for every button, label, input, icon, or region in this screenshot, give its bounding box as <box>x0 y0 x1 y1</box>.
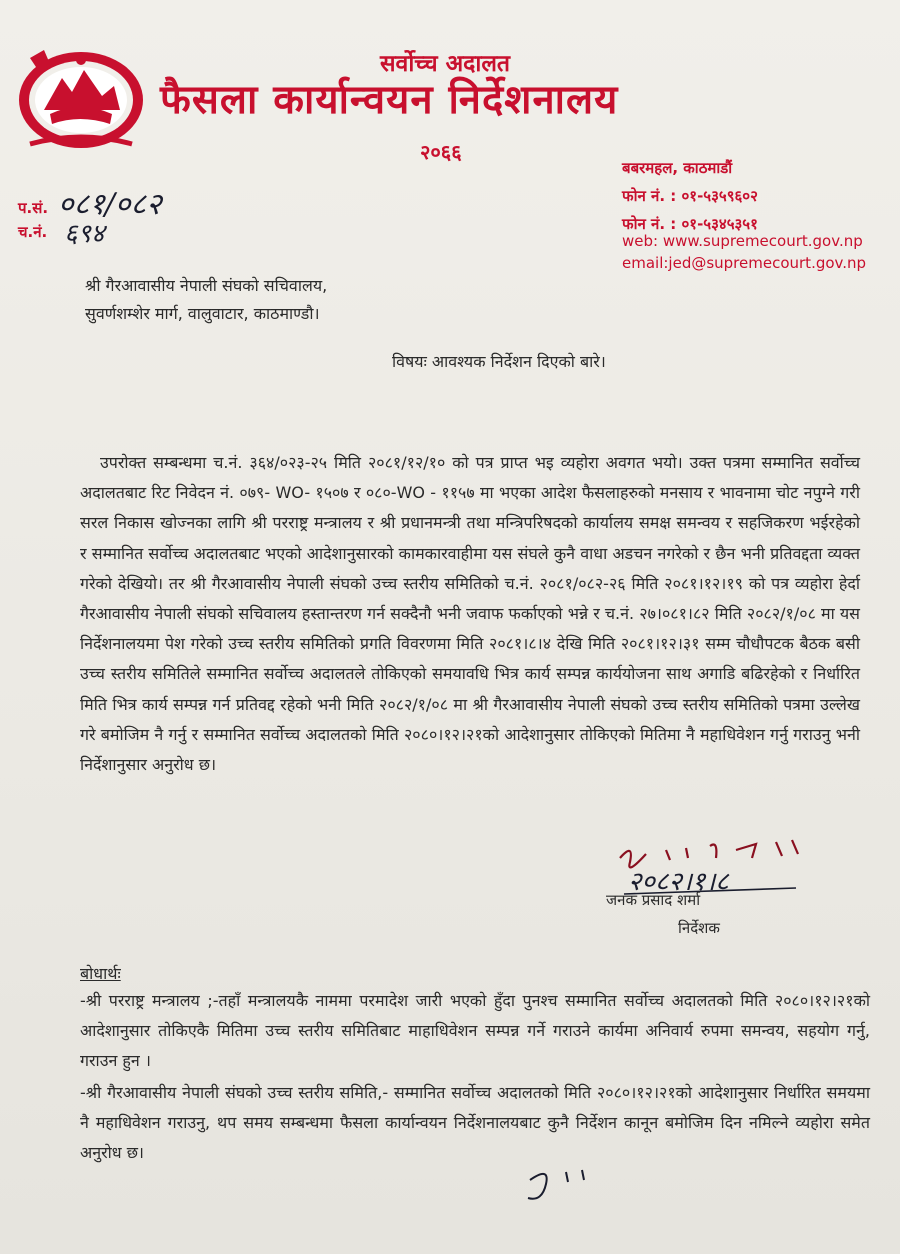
recipient-line-2: सुवर्णशम्शेर मार्ग, वालुवाटार, काठमाण्डौ। <box>85 304 320 323</box>
letter-body: उपरोक्त सम्बन्धमा च.नं. ३६४/०२३-२५ मिति २०८१/१२/१० को पत्र प्राप्त भइ व्यहोरा अवगत भयो। उक्त पत्रमा सम्मानित सर्वोच्च अदालतबाट रिट निवेदन नं. ०७९- WO- १५०७ र ०८०-WO - ११५७ मा भएका आदेश फैसलाहरुको मनसाय र भावनामा चोट नपुग्ने गरी सरल निकास खोज्नका लागि श्री परराष्ट्र मन्त्रालय र श्री प्रधानमन्त्री तथा मन्त्रिपरिषदको कार्यालय समक्ष समन्वय र सहजिकरण भईरहेको र सम्मानित सर्वोच्च अदालतबाट भएको आदेशानुसारको कामकारवाहीमा यस संघले कुनै वाधा अडचन नगरेको र छैन भनी प्रतिवद्दता व्यक्त गरेको देखियो। तर श्री गैरआवासीय नेपाली संघको उच्च स्तरीय समितिको च.नं. २०८१/०८२-२६ मिति २०८१।१२।१९ को पत्र व्यहोरा हेर्दा गैरआवासीय नेपाली संघको सचिवालय हस्तान्तरण गर्न सक्दैनौ भनी जवाफ फर्काएको भन्ने र च.नं. २७।०८१।८२ मिति २०८२/१/०८ मा यस निर्देशनालयमा पेश गरेको उच्च स्तरीय समितिको प्रगति विवरणमा मिति २०८१।८।४ देखि मिति २०८१।१२।३१ सम्म चौधौपटक बैठक बसी उच्च स्तरीय समितिले सम्मानित सर्वोच्च अदालतले तोकिएको समयावधि भित्र कार्य सम्पन्न कार्ययोजना साथ अगाडि बढिरहेको र निर्धारित मिति भित्र कार्य सम्पन्न गर्न प्रतिवद्द रहेको भनी मिति २०८२/१/०८ मा श्री गैरआवासीय नेपाली संघको उच्च स्तरीय समितिको पत्रमा उल्लेख गरे बमोजिम नै गर्नु र सम्मानित सर्वोच्च अदालतको मिति २०८०।१२।२१को आदेशानुसार तोकिएको मितिमा नै महाधिवेशन गर्नु गराउनु भनी निर्देशानुसार अनुरोध छ। <box>80 453 860 775</box>
signatory-title: निर्देशक <box>678 919 720 937</box>
reference-ps-label: प.सं. <box>18 199 49 217</box>
cc-item-nrna-committee: -श्री गैरआवासीय नेपाली संघको उच्च स्तरीय समिति,- सम्मानित सर्वोच्च अदालतको मिति २०८०।१२।२१को आदेशानुसार निर्धारित समयमा नै महाधिवेशन गराउनु, थप समय सम्बन्धमा फैसला कार्यान्वयन निर्देशनालयबाट कुनै निर्देशन कानून बमोजिम दिन नमिल्ने व्यहोरा समेत अनुरोध छ। <box>80 1083 870 1162</box>
establishment-year: २०६६ <box>420 140 462 164</box>
subject-line: विषयः आवश्यक निर्देशन दिएको बारे। <box>392 352 606 371</box>
cc-item-foreign-ministry: -श्री परराष्ट्र मन्त्रालय ;-तहाँ मन्त्रालयकै नाममा परमादेश जारी भएको हुँदा पुनश्च सम्मानित सर्वोच्च अदालतको मिति २०८०।१२।२१को आदेशानुसार तोकिएकै मितिमा उच्च स्तरीय समितिबाट माहाधिवेशन सम्पन्न गर्ने गराउने कार्यमा अनिवार्य रुपमा समन्वय, सहयोग गर्नु, गराउन हुन । <box>80 991 870 1070</box>
recipient-address <box>85 272 327 328</box>
reference-cn-value: ६९४ <box>64 219 105 249</box>
nepal-emblem-icon <box>10 40 152 152</box>
signatory-name: जनक प्रसाद शर्मा <box>606 891 701 909</box>
contact-location: बबरमहल, काठमाडौं <box>622 159 733 177</box>
reference-ps-value: ०८१/०८२ <box>58 187 162 222</box>
signature-date: २०८२।१।८ <box>628 867 729 897</box>
organization-name: फैसला कार्यान्वयन निर्देशनालय <box>160 77 619 123</box>
initial-scribble-icon <box>520 1162 610 1212</box>
court-name: सर्वोच्च अदालत <box>380 51 511 77</box>
contact-phone-2: फोन नं. : ०१-५३४५३५१ <box>622 215 758 233</box>
reference-cn-label: च.नं. <box>18 223 48 241</box>
contact-phone-1: फोन नं. : ०१-५३५९६०२ <box>622 187 758 205</box>
recipient-line-1: श्री गैरआवासीय नेपाली संघको सचिवालय, <box>85 276 328 295</box>
cc-heading: बोधार्थः <box>80 964 121 983</box>
contact-web: web: www.supremecourt.gov.np <box>622 232 863 250</box>
contact-email: email:jed@supremecourt.gov.np <box>622 254 867 272</box>
